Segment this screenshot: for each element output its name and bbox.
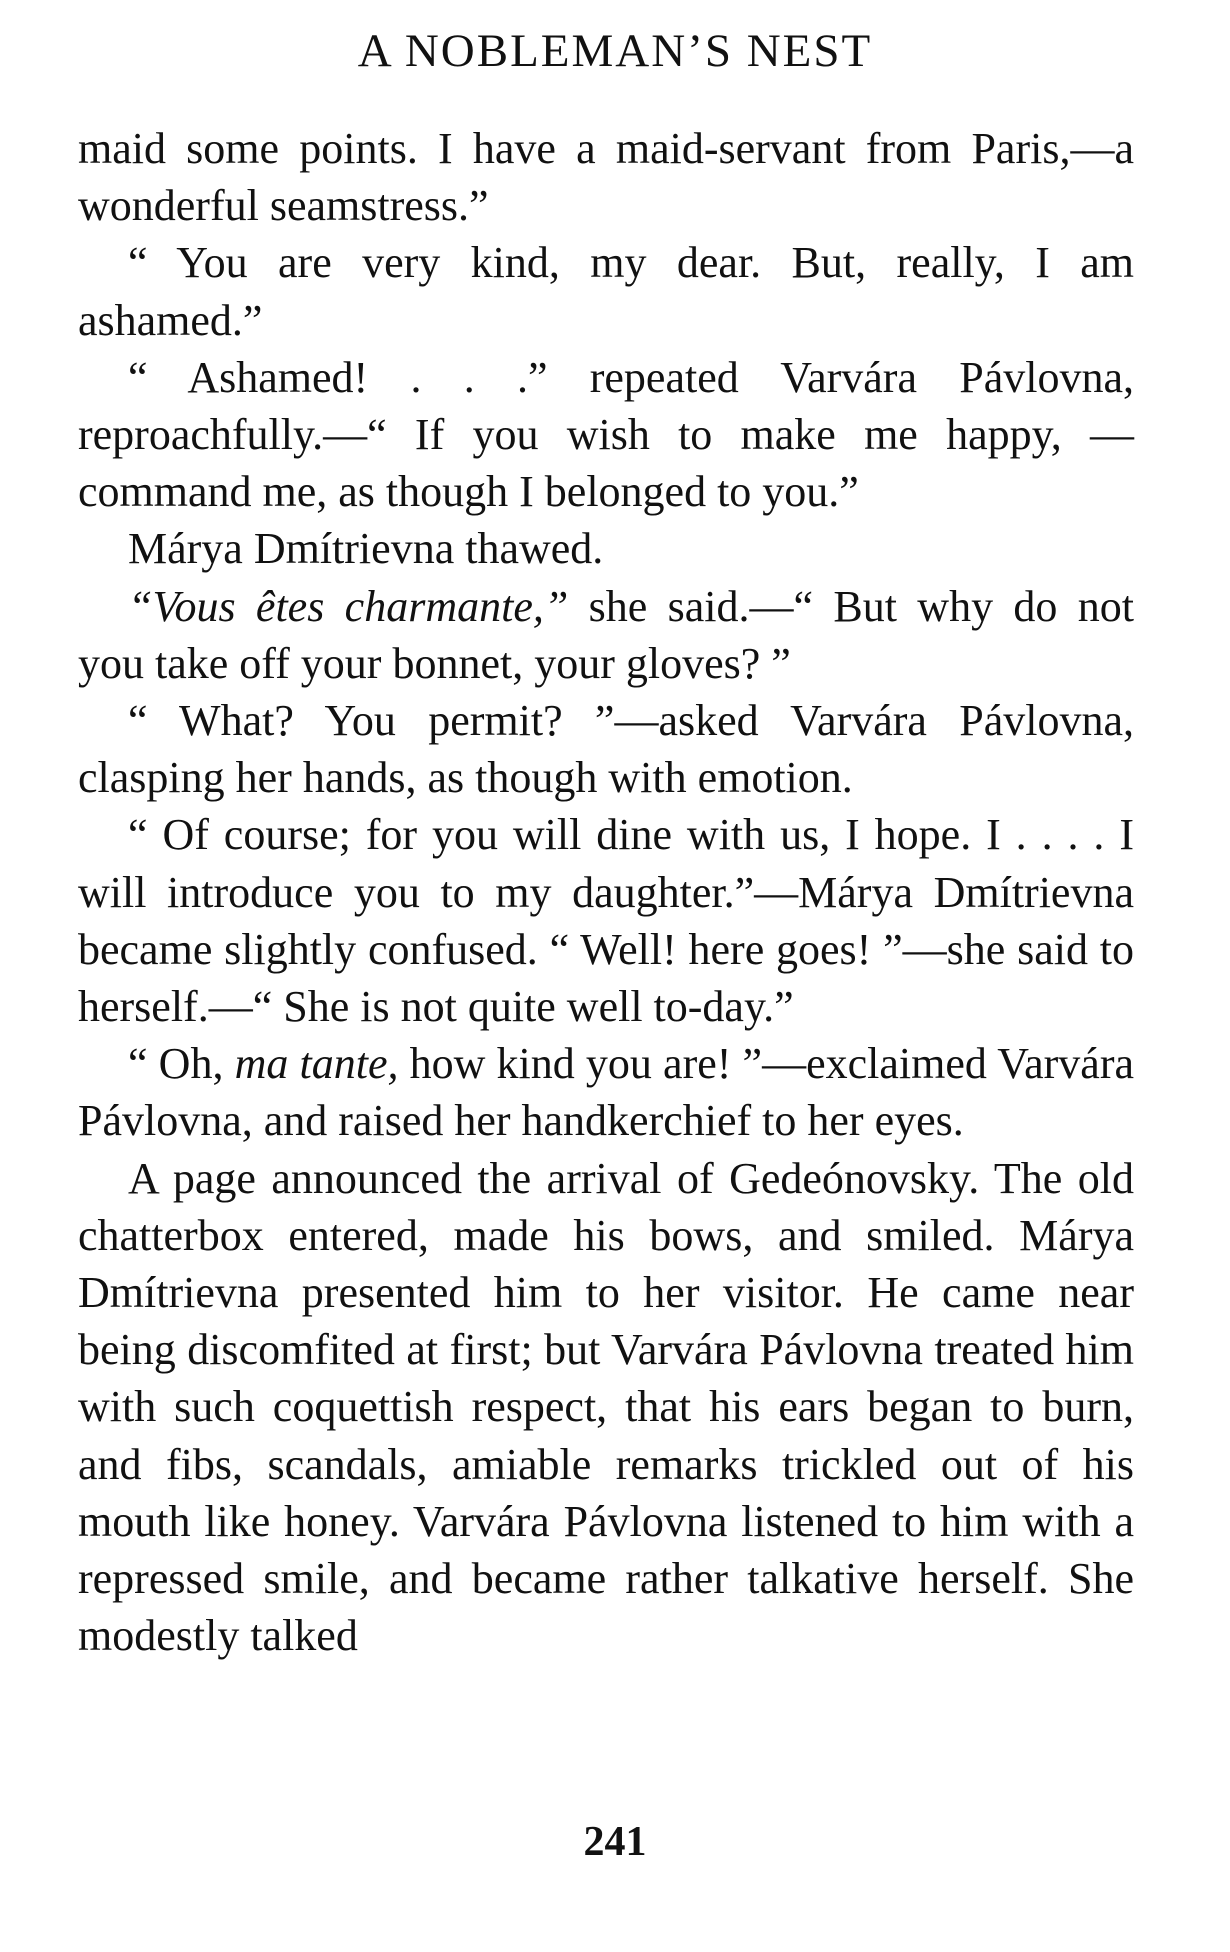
paragraph-8-lead: “ Oh, (128, 1039, 235, 1089)
paragraph-9: A page announced the arrival of Gedeónovsky. The old chatterbox entered, made his bows, and smiled. Márya Dmítrievna presented him to her visitor. He came near being discomfited at first; but Varvára Pávlovna treated him with such coquettish respect, that his ears began to burn, and fibs, scandals, amiable remarks trickled out of his mouth like honey. Varvára Pávlovna listened to him with a repressed smile, and became rather talkative herself. She modestly talked (78, 1153, 1134, 1661)
page-body (78, 120, 1134, 1664)
paragraph-6: “ What? You permit? ”—asked Varvára Pávlovna, clasping her hands, as though with emotion. (78, 696, 1134, 803)
paragraph-3: “ Ashamed! . . .” repeated Varvára Pávlovna, reproachfully.—“ If you wish to make me happy, —command me, as though I belonged to you.” (78, 352, 1134, 517)
paragraph-8-text: how kind you are! ”—exclaimed Varvára Pávlovna, and raised her handkerchief to her eyes. (78, 1039, 1135, 1146)
paragraph-5 (78, 578, 1134, 692)
paragraph-2: “ You are very kind, my dear. But, really, I am ashamed.” (78, 238, 1134, 345)
italic-phrase-vous-etes: “Vous êtes charmante,” (128, 581, 569, 631)
paragraph-8 (78, 1035, 1134, 1149)
paragraph-4: Márya Dmítrievna thawed. (128, 524, 604, 574)
paragraph-7: “ Of course; for you will dine with us, I hope. I . . . . I will introduce you to my daughter.”—Márya Dmítrievna became slightly confused. “ Well! here goes! ”—she said to herself.—“ She is not quite well to-day.” (78, 810, 1134, 1032)
paragraph-5-text: she said.—“ But why do not you take off your bonnet, your gloves? ” (78, 581, 1134, 688)
page-number: 241 (583, 1819, 647, 1865)
running-title: A NOBLEMAN’S NEST (357, 25, 873, 77)
paragraph-1: maid some points. I have a maid-servant from Paris,—a wonderful seamstress.” (78, 124, 1134, 231)
italic-phrase-ma-tante: ma tante, (234, 1039, 399, 1089)
